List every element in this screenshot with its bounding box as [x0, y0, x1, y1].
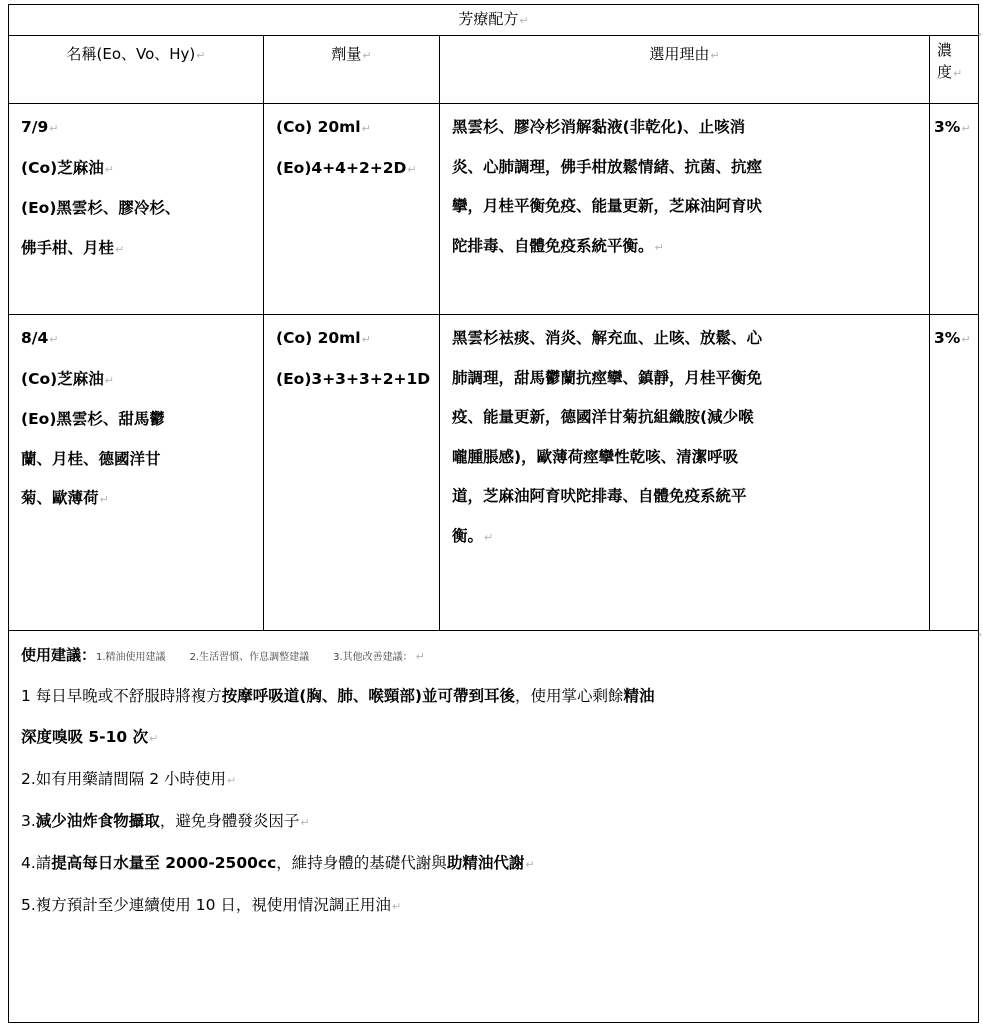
row1-reason: 黑雲杉、膠冷杉消解黏液(非乾化)、止咳消 炎、心肺調理，佛手柑放鬆情緒、抗菌、抗痙 攣，月桂平衡免疫、能量更新，芝麻油阿育吠 陀排毒、自體免疫系統平衡。↵	[440, 104, 930, 315]
advice-heading: 使用建議：1.精油使用建議 2.生活習慣、作息調整建議 3.其他改善建議： ↵	[21, 646, 425, 664]
usage-advice-cell	[9, 631, 979, 1023]
header-dose: 劑量↵	[264, 36, 440, 104]
row2-concentration: 3%↵	[930, 315, 979, 631]
advice-item-1-cont: 深度嗅吸 5-10 次↵	[21, 728, 159, 746]
table-title: 芳療配方↵	[9, 5, 979, 36]
row1-name: 7/9↵ (Co)芝麻油↵ (Eo)黑雲杉、膠冷杉、 佛手柑、月桂↵	[9, 104, 264, 315]
advice-item-1: 1 每日早晚或不舒服時將複方按摩呼吸道(胸、肺、喉頸部)並可帶到耳後，使用掌心剩餘精油	[21, 687, 655, 705]
advice-item-3: 3.減少油炸食物攝取，避免身體發炎因子↵	[21, 812, 310, 830]
table-row	[9, 104, 979, 315]
row-end-mark: •	[977, 30, 983, 41]
row-end-mark: •	[977, 630, 983, 641]
header-concentration: 濃 度↵	[930, 36, 979, 104]
row1-concentration: 3%↵	[930, 104, 979, 315]
row2-name: 8/4↵ (Co)芝麻油↵ (Eo)黑雲杉、甜馬鬱 蘭、月桂、德國洋甘 菊、歐薄荷↵	[9, 315, 264, 631]
advice-item-5: 5.複方預計至少連續使用 10 日，視使用情況調正用油↵	[21, 896, 402, 914]
row1-dose: (Co) 20ml↵ (Eo)4+4+2+2D↵	[264, 104, 440, 315]
row2-dose: (Co) 20ml↵ (Eo)3+3+3+2+1D	[264, 315, 440, 631]
header-reason: 選用理由↵	[440, 36, 930, 104]
advice-item-4: 4.請提高每日水量至 2000-2500cc，維持身體的基礎代謝與助精油代謝↵	[21, 854, 535, 872]
aromatherapy-formula-table	[8, 4, 979, 1023]
header-name: 名稱(Eo、Vo、Hy)↵	[9, 36, 264, 104]
advice-item-2: 2.如有用藥請間隔 2 小時使用↵	[21, 770, 237, 788]
table-row	[9, 315, 979, 631]
row2-reason: 黑雲杉袪痰、消炎、解充血、止咳、放鬆、心 肺調理，甜馬鬱蘭抗痙攣、鎮靜，月桂平衡免 疫、能量更新，德國洋甘菊抗組織胺(減少喉 嚨腫脹感)，歐薄荷痙攣性乾咳、清潔呼吸 道，芝麻油阿育吠陀排毒、自體免疫系統平 衡。↵	[440, 315, 930, 631]
